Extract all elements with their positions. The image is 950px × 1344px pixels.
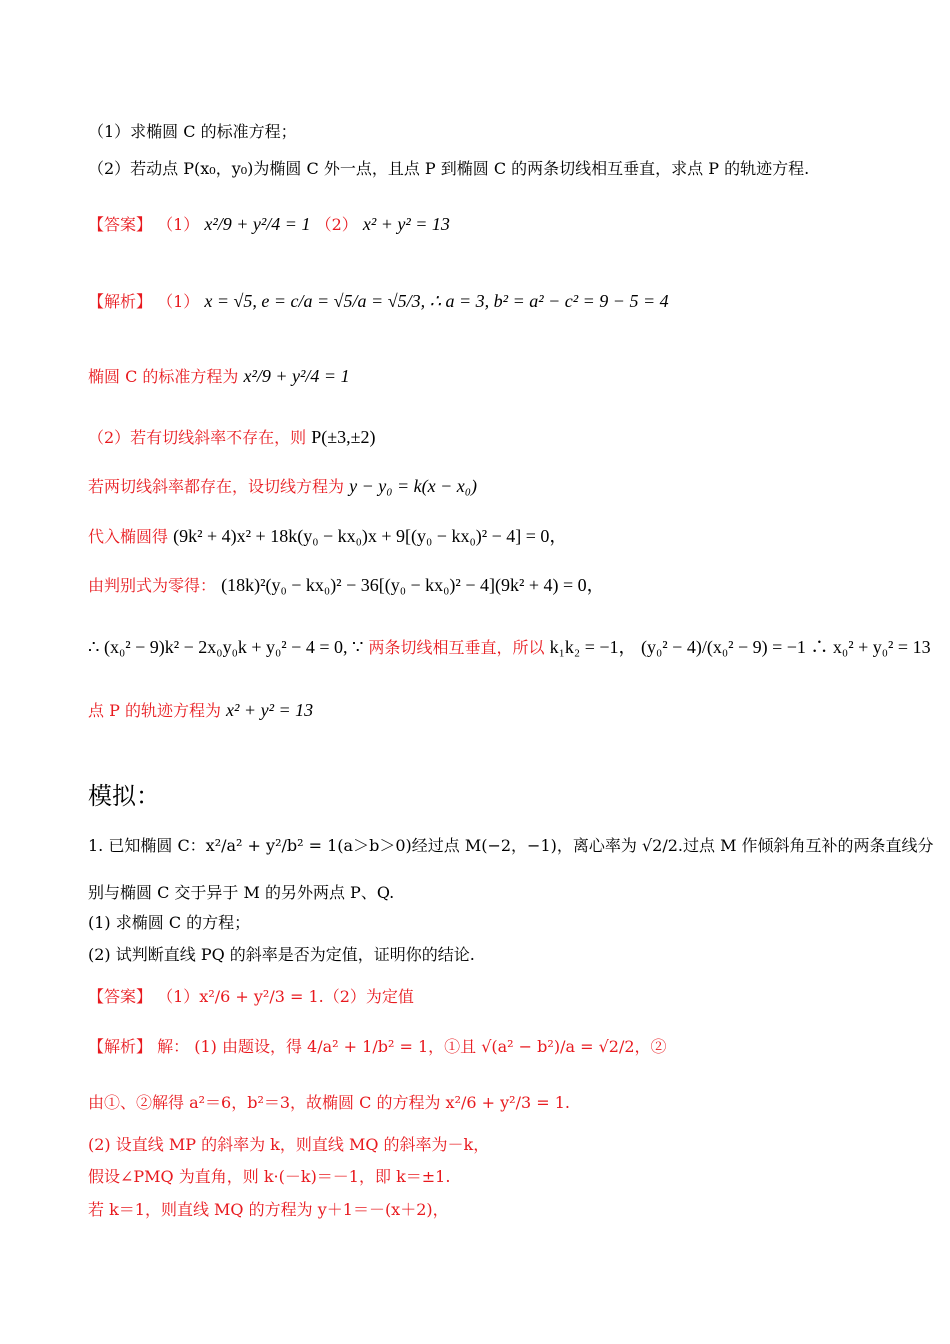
standard-equation-text: 椭圆 C 的标准方程为 [88, 367, 239, 386]
answer-line [88, 213, 450, 236]
simulation-heading: 模拟： [88, 782, 160, 810]
substitute-equation: (9k² + 4)x² + 18k(y₀ − kx₀)x + 9[(y₀ − kx₀)² − 4] = 0， [173, 526, 568, 546]
problem1-answer: （1）x²/6 + y²/3 = 1.（2）为定值 [157, 987, 414, 1006]
problem1-analysis-line3: (2) 设直线 MP 的斜率为 k，则直线 MQ 的斜率为－k， [88, 1135, 490, 1154]
slope-exist-line [88, 475, 477, 498]
slope-none-equation: P(±3,±2) [311, 427, 376, 447]
analysis-line [88, 290, 669, 313]
discriminant-line [88, 574, 605, 597]
locus-equation: x² + y² = 13 [226, 700, 314, 720]
problem1-analysis-line4: 假设∠PMQ 为直角，则 k·(－k)＝－1，即 k＝±1. [88, 1167, 451, 1186]
analysis-equation: x = √5, e = c/a = √5/a = √5/3, ∴ a = 3, b² = a² − c² = 9 − 5 = 4 [204, 291, 669, 311]
answer-part1-label: （1） [157, 215, 200, 234]
standard-equation-line [88, 365, 350, 388]
problem1-analysis-label: 【解析】 [88, 1037, 153, 1056]
answer-equation-1: x²/9 + y²/4 = 1 [204, 214, 311, 234]
slope-none-text: （2）若有切线斜率不存在，则 [88, 428, 307, 447]
substitute-text: 代入椭圆得 [88, 527, 169, 546]
perpendicular-text: 两条切线相互垂直，所以 [368, 638, 545, 657]
answer-label: 【答案】 [88, 215, 153, 234]
discriminant-equation: (18k)²(y₀ − kx₀)² − 36[(y₀ − kx₀)² − 4](9k² + 4) = 0， [221, 575, 605, 595]
problem1-analysis-line1 [88, 1036, 667, 1058]
problem1-line1: 1. 已知椭圆 C：x²/a² + y²/b² = 1(a＞b＞0)经过点 M(−2，−1)，离心率为 √2/2.过点 M 作倾斜角互补的两条直线分 [88, 836, 934, 855]
problem1-analysis-line2: 由①、②解得 a²＝6，b²＝3，故椭圆 C 的方程为 x²/6 + y²/3 = 1. [88, 1093, 571, 1112]
question-1: （1）求椭圆 C 的标准方程； [88, 122, 297, 141]
problem1-line2: 别与椭圆 C 交于异于 M 的另外两点 P、Q. [88, 883, 395, 902]
discriminant-text: 由判别式为零得： [88, 576, 217, 595]
problem1-analysis-text1: 解： (1) 由题设，得 4/a² + 1/b² = 1，①且 √(a² − b²)/a = √2/2，② [157, 1037, 667, 1056]
question-2: （2）若动点 P(x₀，y₀)为椭圆 C 外一点，且点 P 到椭圆 C 的两条切线相互垂直，求点 P 的轨迹方程. [88, 159, 810, 178]
therefore-equation: ∴ (x₀² − 9)k² − 2x₀y₀k + y₀² − 4 = 0, ∵ [88, 637, 364, 657]
problem1-question1: (1) 求椭圆 C 的方程； [88, 913, 251, 932]
substitute-line [88, 525, 567, 548]
therefore-line [88, 636, 931, 659]
perpendicular-equation: k₁k₂ = −1， (y₀² − 4)/(x₀² − 9) = −1 ∴ x₀² + y₀² = 13 [549, 637, 931, 657]
slope-exist-equation: y − y₀ = k(x − x₀) [349, 476, 477, 496]
locus-line [88, 699, 313, 722]
answer-part2-label: （2） [315, 215, 358, 234]
problem1-question2: (2) 试判断直线 PQ 的斜率是否为定值，证明你的结论. [88, 945, 475, 964]
slope-none-line [88, 426, 376, 449]
slope-exist-text: 若两切线斜率都存在，设切线方程为 [88, 477, 345, 496]
problem1-analysis-line5: 若 k＝1，则直线 MQ 的方程为 y＋1＝－(x＋2)， [88, 1200, 449, 1219]
problem1-answer-line [88, 986, 414, 1008]
locus-text: 点 P 的轨迹方程为 [88, 701, 221, 720]
analysis-label: 【解析】 [88, 292, 153, 311]
problem1-answer-label: 【答案】 [88, 987, 153, 1006]
answer-equation-2: x² + y² = 13 [362, 214, 450, 234]
standard-equation: x²/9 + y²/4 = 1 [243, 366, 350, 386]
analysis-part1-label: （1） [157, 292, 200, 311]
